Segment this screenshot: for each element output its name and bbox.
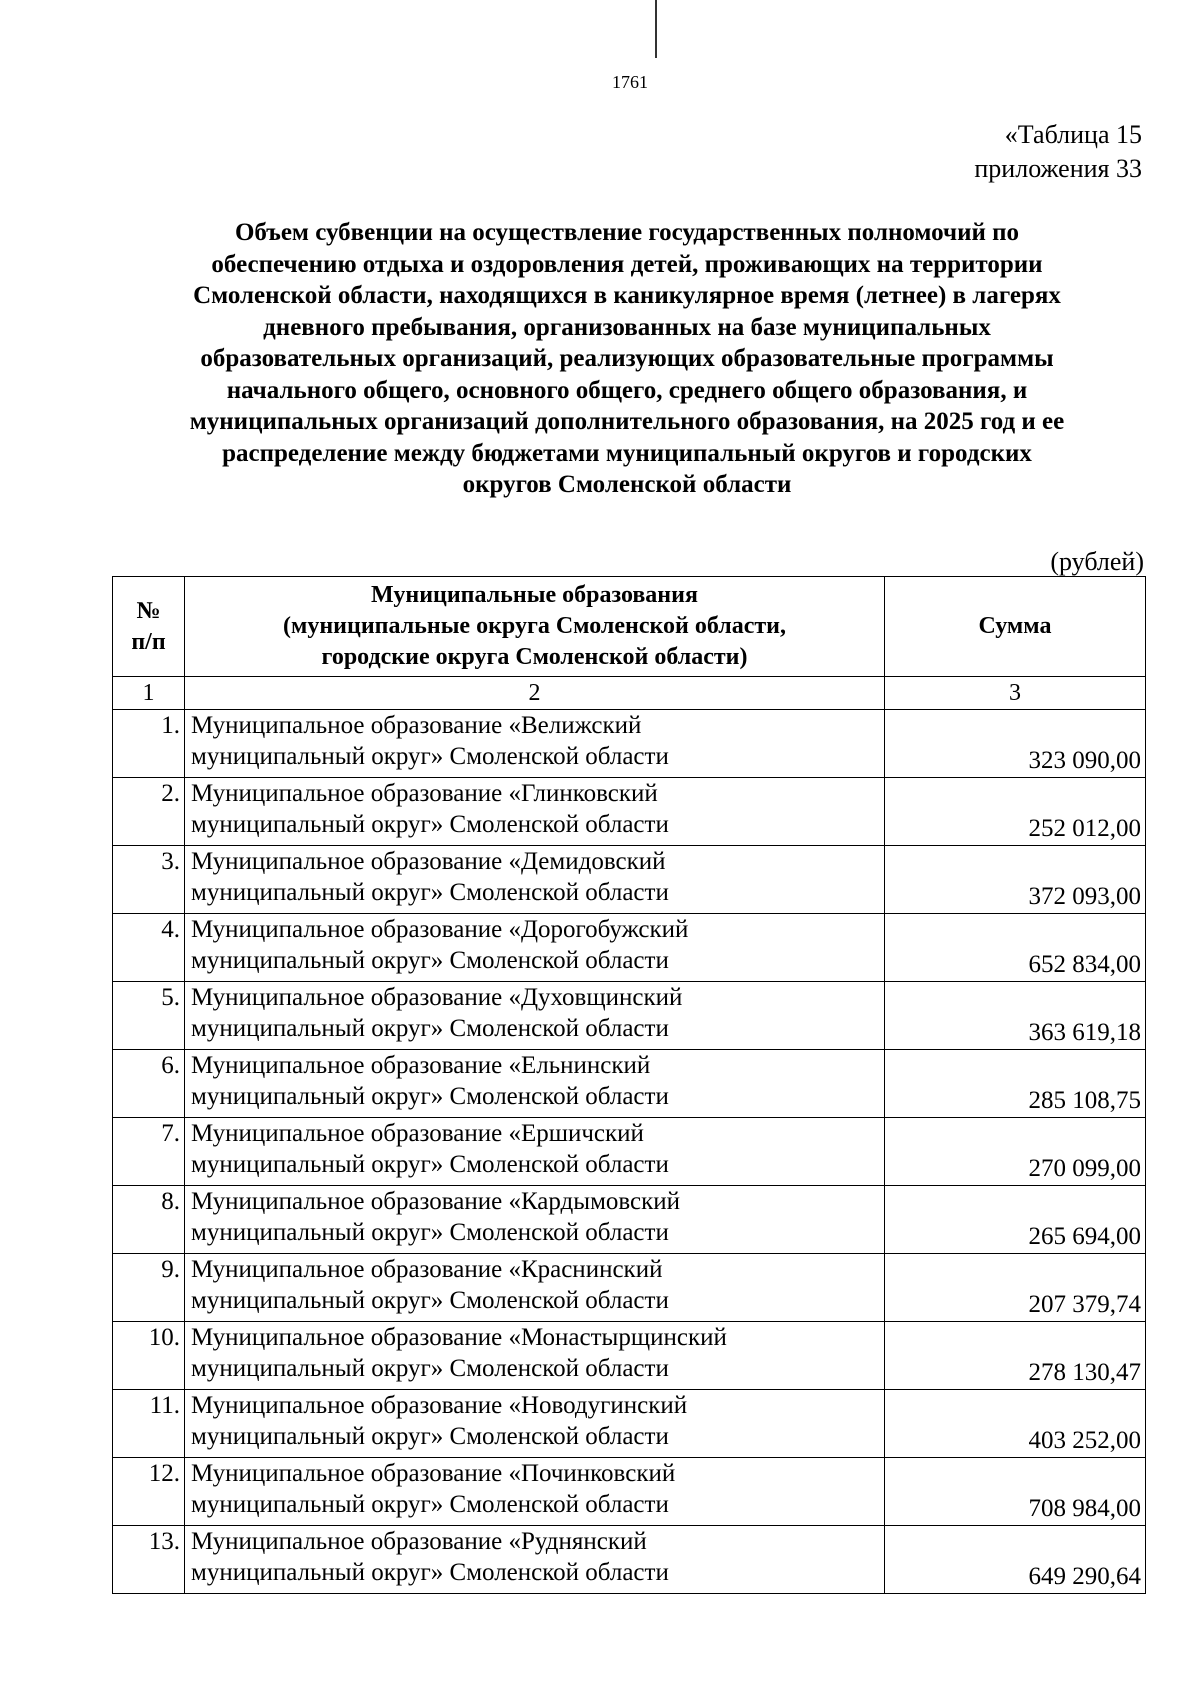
table-row bbox=[113, 914, 1146, 982]
municipality-name bbox=[185, 1526, 885, 1594]
municipality-name-line1: Муниципальное образование «Духовщинский bbox=[191, 984, 683, 1011]
municipality-name-line1: Муниципальное образование «Дорогобужский bbox=[191, 916, 689, 943]
document-title bbox=[112, 217, 1142, 501]
table-row bbox=[113, 778, 1146, 846]
subvention-amount: 207 379,74 bbox=[885, 1254, 1146, 1322]
table-row bbox=[113, 1322, 1146, 1390]
row-number: 12. bbox=[113, 1458, 185, 1526]
table-reference-line2: приложения 33 bbox=[974, 154, 1142, 183]
table-row bbox=[113, 1390, 1146, 1458]
municipality-name-line2: муниципальный округ» Смоленской области bbox=[191, 879, 669, 906]
row-number: 11. bbox=[113, 1390, 185, 1458]
municipality-name-line2: муниципальный округ» Смоленской области bbox=[191, 947, 669, 974]
municipality-name bbox=[185, 846, 885, 914]
header-sum: Сумма bbox=[885, 577, 1146, 677]
municipality-name-line2: муниципальный округ» Смоленской области bbox=[191, 1355, 669, 1382]
column-number-row bbox=[113, 677, 1146, 710]
municipality-name bbox=[185, 1458, 885, 1526]
row-number: 7. bbox=[113, 1118, 185, 1186]
subvention-amount: 265 694,00 bbox=[885, 1186, 1146, 1254]
subvention-amount: 372 093,00 bbox=[885, 846, 1146, 914]
municipality-name-line2: муниципальный округ» Смоленской области bbox=[191, 811, 669, 838]
table-reference-line1: «Таблица 15 bbox=[1004, 120, 1142, 149]
table-row bbox=[113, 710, 1146, 778]
row-number: 2. bbox=[113, 778, 185, 846]
municipality-name bbox=[185, 1254, 885, 1322]
subvention-amount: 270 099,00 bbox=[885, 1118, 1146, 1186]
row-number: 6. bbox=[113, 1050, 185, 1118]
table-row bbox=[113, 1118, 1146, 1186]
municipality-name-line1: Муниципальное образование «Ельнинский bbox=[191, 1052, 651, 1079]
municipality-name-line1: Муниципальное образование «Демидовский bbox=[191, 848, 666, 875]
column-number: 2 bbox=[185, 677, 885, 710]
municipality-name-line1: Муниципальное образование «Ершичский bbox=[191, 1120, 644, 1147]
subvention-table bbox=[112, 576, 1146, 1594]
municipality-name-line2: муниципальный округ» Смоленской области bbox=[191, 1151, 669, 1178]
table-row bbox=[113, 1526, 1146, 1594]
municipality-name bbox=[185, 1050, 885, 1118]
title-line: начального общего, основного общего, среднего общего образования, и bbox=[226, 376, 1028, 404]
column-number: 1 bbox=[113, 677, 185, 710]
row-number: 3. bbox=[113, 846, 185, 914]
table-row bbox=[113, 1186, 1146, 1254]
title-line: Объем субвенции на осуществление государственных полномочий по bbox=[234, 219, 1020, 246]
header-municipality-line2: (муниципальные округа Смоленской области, bbox=[283, 613, 786, 639]
municipality-name-line2: муниципальный округ» Смоленской области bbox=[191, 1491, 669, 1518]
title-line: обеспечению отдыха и оздоровления детей, проживающих на территории bbox=[211, 250, 1043, 278]
municipality-name-line2: муниципальный округ» Смоленской области bbox=[191, 743, 669, 770]
municipality-name bbox=[185, 1118, 885, 1186]
table-row bbox=[113, 1458, 1146, 1526]
header-number-line1: № bbox=[136, 597, 161, 624]
row-number: 9. bbox=[113, 1254, 185, 1322]
subvention-amount: 403 252,00 bbox=[885, 1390, 1146, 1458]
header-number-line2: п/п bbox=[131, 628, 166, 655]
header-number bbox=[113, 577, 185, 677]
municipality-name-line1: Муниципальное образование «Новодугинский bbox=[191, 1392, 688, 1419]
title-line: дневного пребывания, организованных на базе муниципальных bbox=[263, 313, 991, 341]
row-number: 10. bbox=[113, 1322, 185, 1390]
row-number: 5. bbox=[113, 982, 185, 1050]
column-number: 3 bbox=[885, 677, 1146, 710]
row-number: 8. bbox=[113, 1186, 185, 1254]
table-row bbox=[113, 1050, 1146, 1118]
subvention-amount: 708 984,00 bbox=[885, 1458, 1146, 1526]
table-row bbox=[113, 846, 1146, 914]
municipality-name bbox=[185, 1186, 885, 1254]
municipality-name bbox=[185, 778, 885, 846]
margin-mark bbox=[655, 0, 657, 58]
municipality-name bbox=[185, 1322, 885, 1390]
units-label: (рублей) bbox=[1050, 547, 1144, 576]
municipality-name-line2: муниципальный округ» Смоленской области bbox=[191, 1015, 669, 1042]
municipality-name-line1: Муниципальное образование «Краснинский bbox=[191, 1256, 663, 1283]
municipality-name bbox=[185, 710, 885, 778]
municipality-name-line1: Муниципальное образование «Глинковский bbox=[191, 780, 658, 807]
subvention-amount: 652 834,00 bbox=[885, 914, 1146, 982]
municipality-name bbox=[185, 1390, 885, 1458]
municipality-name-line1: Муниципальное образование «Велижский bbox=[191, 712, 642, 739]
header-municipality-line1: Муниципальные образования bbox=[371, 582, 698, 608]
table-row bbox=[113, 1254, 1146, 1322]
title-line: Смоленской области, находящихся в каникулярное время (летнее) в лагерях bbox=[193, 282, 1061, 309]
title-line: округов Смоленской области bbox=[462, 471, 792, 498]
subvention-amount: 278 130,47 bbox=[885, 1322, 1146, 1390]
municipality-name bbox=[185, 914, 885, 982]
table-header-row bbox=[113, 577, 1146, 677]
subvention-amount: 252 012,00 bbox=[885, 778, 1146, 846]
municipality-name-line2: муниципальный округ» Смоленской области bbox=[191, 1423, 669, 1450]
municipality-name-line2: муниципальный округ» Смоленской области bbox=[191, 1219, 669, 1246]
row-number: 13. bbox=[113, 1526, 185, 1594]
header-municipality bbox=[185, 577, 885, 677]
title-line: распределение между бюджетами муниципальный округов и городских bbox=[222, 439, 1032, 467]
page-number: 1761 bbox=[612, 72, 648, 92]
subvention-amount: 649 290,64 bbox=[885, 1526, 1146, 1594]
municipality-name-line1: Муниципальное образование «Монастырщинский bbox=[191, 1324, 727, 1351]
municipality-name bbox=[185, 982, 885, 1050]
title-line: образовательных организаций, реализующих образовательные программы bbox=[200, 345, 1054, 372]
row-number: 1. bbox=[113, 710, 185, 778]
municipality-name-line2: муниципальный округ» Смоленской области bbox=[191, 1287, 669, 1314]
municipality-name-line2: муниципальный округ» Смоленской области bbox=[191, 1559, 669, 1586]
table-reference bbox=[974, 118, 1142, 186]
subvention-amount: 285 108,75 bbox=[885, 1050, 1146, 1118]
subvention-amount: 363 619,18 bbox=[885, 982, 1146, 1050]
row-number: 4. bbox=[113, 914, 185, 982]
municipality-name-line1: Муниципальное образование «Починковский bbox=[191, 1460, 676, 1487]
table-row bbox=[113, 982, 1146, 1050]
subvention-amount: 323 090,00 bbox=[885, 710, 1146, 778]
municipality-name-line1: Муниципальное образование «Кардымовский bbox=[191, 1188, 681, 1215]
municipality-name-line2: муниципальный округ» Смоленской области bbox=[191, 1083, 669, 1110]
table-body bbox=[113, 710, 1146, 1594]
municipality-name-line1: Муниципальное образование «Руднянский bbox=[191, 1528, 647, 1555]
header-municipality-line3: городские округа Смоленской области) bbox=[321, 644, 748, 670]
title-line: муниципальных организаций дополнительного образования, на 2025 год и ее bbox=[189, 408, 1065, 435]
